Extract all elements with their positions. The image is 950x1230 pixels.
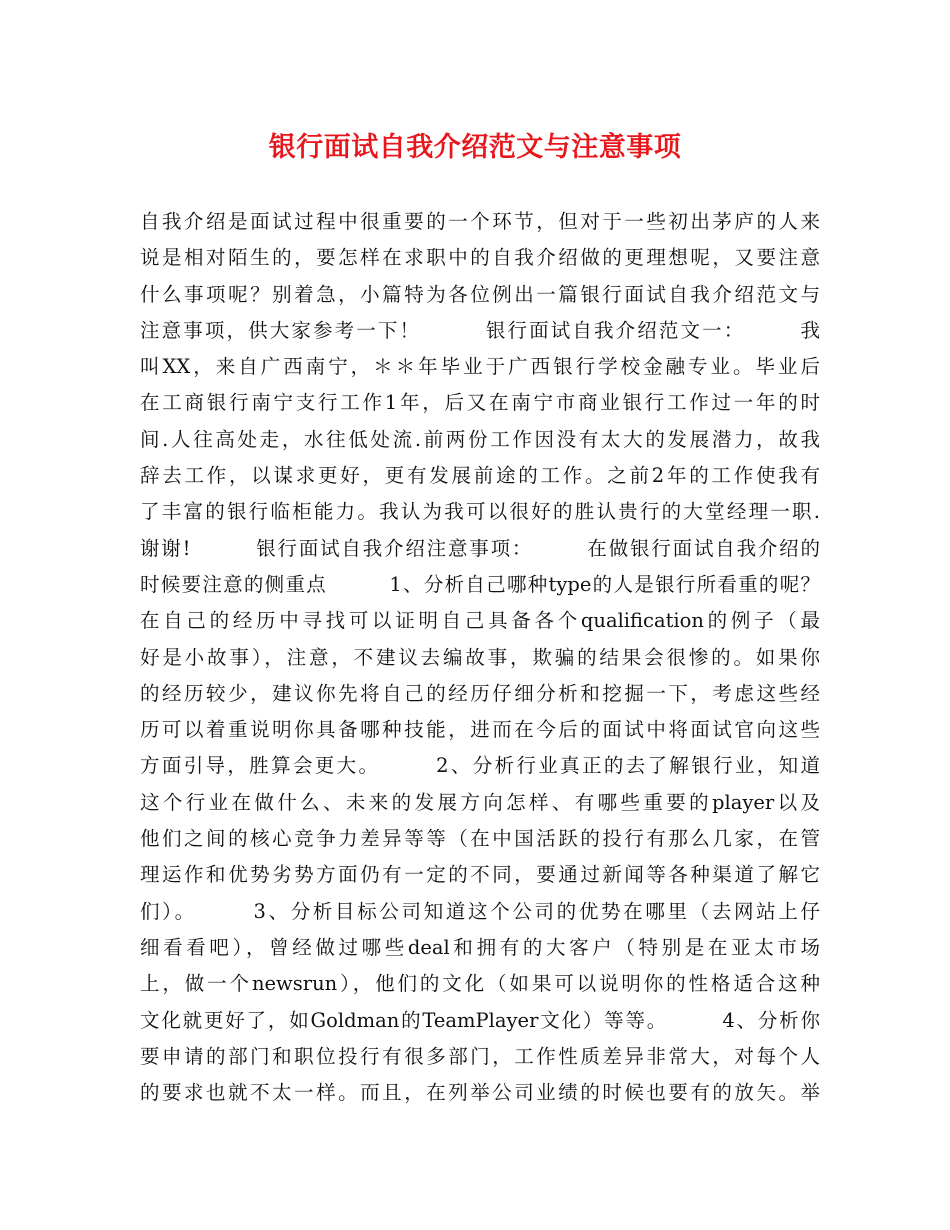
body-line: 历可以着重说明你具备哪种技能，进而在今后的面试中将面试官向这些 [140, 718, 820, 742]
body-line: 们）。 3、分析目标公司知道这个公司的优势在哪里（去网站上仔 [140, 899, 820, 923]
body-line: 文化就更好了，如Goldman的TeamPlayer文化）等等。 4、分析你 [140, 1008, 820, 1032]
body-line: 在工商银行南宁支行工作1年，后又在南宁市商业银行工作过一年的时 [140, 391, 820, 415]
body-line: 自我介绍是面试过程中很重要的一个环节，但对于一些初出茅庐的人来 [140, 210, 820, 233]
body-line: 谢谢! 银行面试自我介绍注意事项： 在做银行面试自我介绍的 [140, 536, 820, 560]
document-body [140, 204, 820, 1111]
body-line: 细看看吧），曾经做过哪些deal和拥有的大客户（特别是在亚太市场 [140, 935, 820, 959]
body-line: 了丰富的银行临柜能力。我认为我可以很好的胜认贵行的大堂经理一职. [140, 500, 820, 524]
body-line: 方面引导，胜算会更大。 2、分析行业真正的去了解银行业，知道 [140, 754, 820, 778]
body-line: 好是小故事），注意，不建议去编故事，欺骗的结果会很惨的。如果你 [140, 645, 820, 669]
document-title: 银行面试自我介绍范文与注意事项 [268, 132, 682, 163]
body-line: 要申请的部门和职位投行有很多部门，工作性质差异非常大，对每个人 [140, 1044, 820, 1068]
body-line: 说是相对陌生的，要怎样在求职中的自我介绍做的更理想呢，又要注意 [140, 246, 820, 270]
body-line: 辞去工作，以谋求更好，更有发展前途的工作。之前2年的工作使我有 [140, 464, 820, 488]
body-line: 他们之间的核心竞争力差异等等（在中国活跃的投行有那么几家，在管 [140, 827, 820, 851]
body-line: 叫XX，来自广西南宁，＊＊年毕业于广西银行学校金融专业。毕业后 [140, 355, 820, 379]
body-line: 时候要注意的侧重点 1、分析自己哪种type的人是银行所看重的呢？ [140, 572, 820, 596]
body-line: 这个行业在做什么、未来的发展方向怎样、有哪些重要的player以及 [140, 790, 820, 814]
body-line: 的要求也就不太一样。而且，在列举公司业绩的时候也要有的放矢。举 [140, 1081, 820, 1105]
body-line: 注意事项，供大家参考一下！ 银行面试自我介绍范文一： 我 [140, 318, 820, 342]
body-line: 间.人往高处走，水往低处流.前两份工作因没有太大的发展潜力，故我 [140, 427, 820, 451]
body-line: 的经历较少，建议你先将自己的经历仔细分析和挖掘一下，考虑这些经 [140, 681, 820, 705]
body-line: 上，做一个newsrun），他们的文化（如果可以说明你的性格适合这种 [140, 972, 820, 996]
body-line: 什么事项呢？别着急，小篇特为各位例出一篇银行面试自我介绍范文与 [140, 282, 820, 306]
body-line: 在自己的经历中寻找可以证明自己具备各个qualification的例子（最 [140, 609, 820, 633]
body-line: 理运作和优势劣势方面仍有一定的不同，要通过新闻等各种渠道了解它 [140, 863, 820, 887]
